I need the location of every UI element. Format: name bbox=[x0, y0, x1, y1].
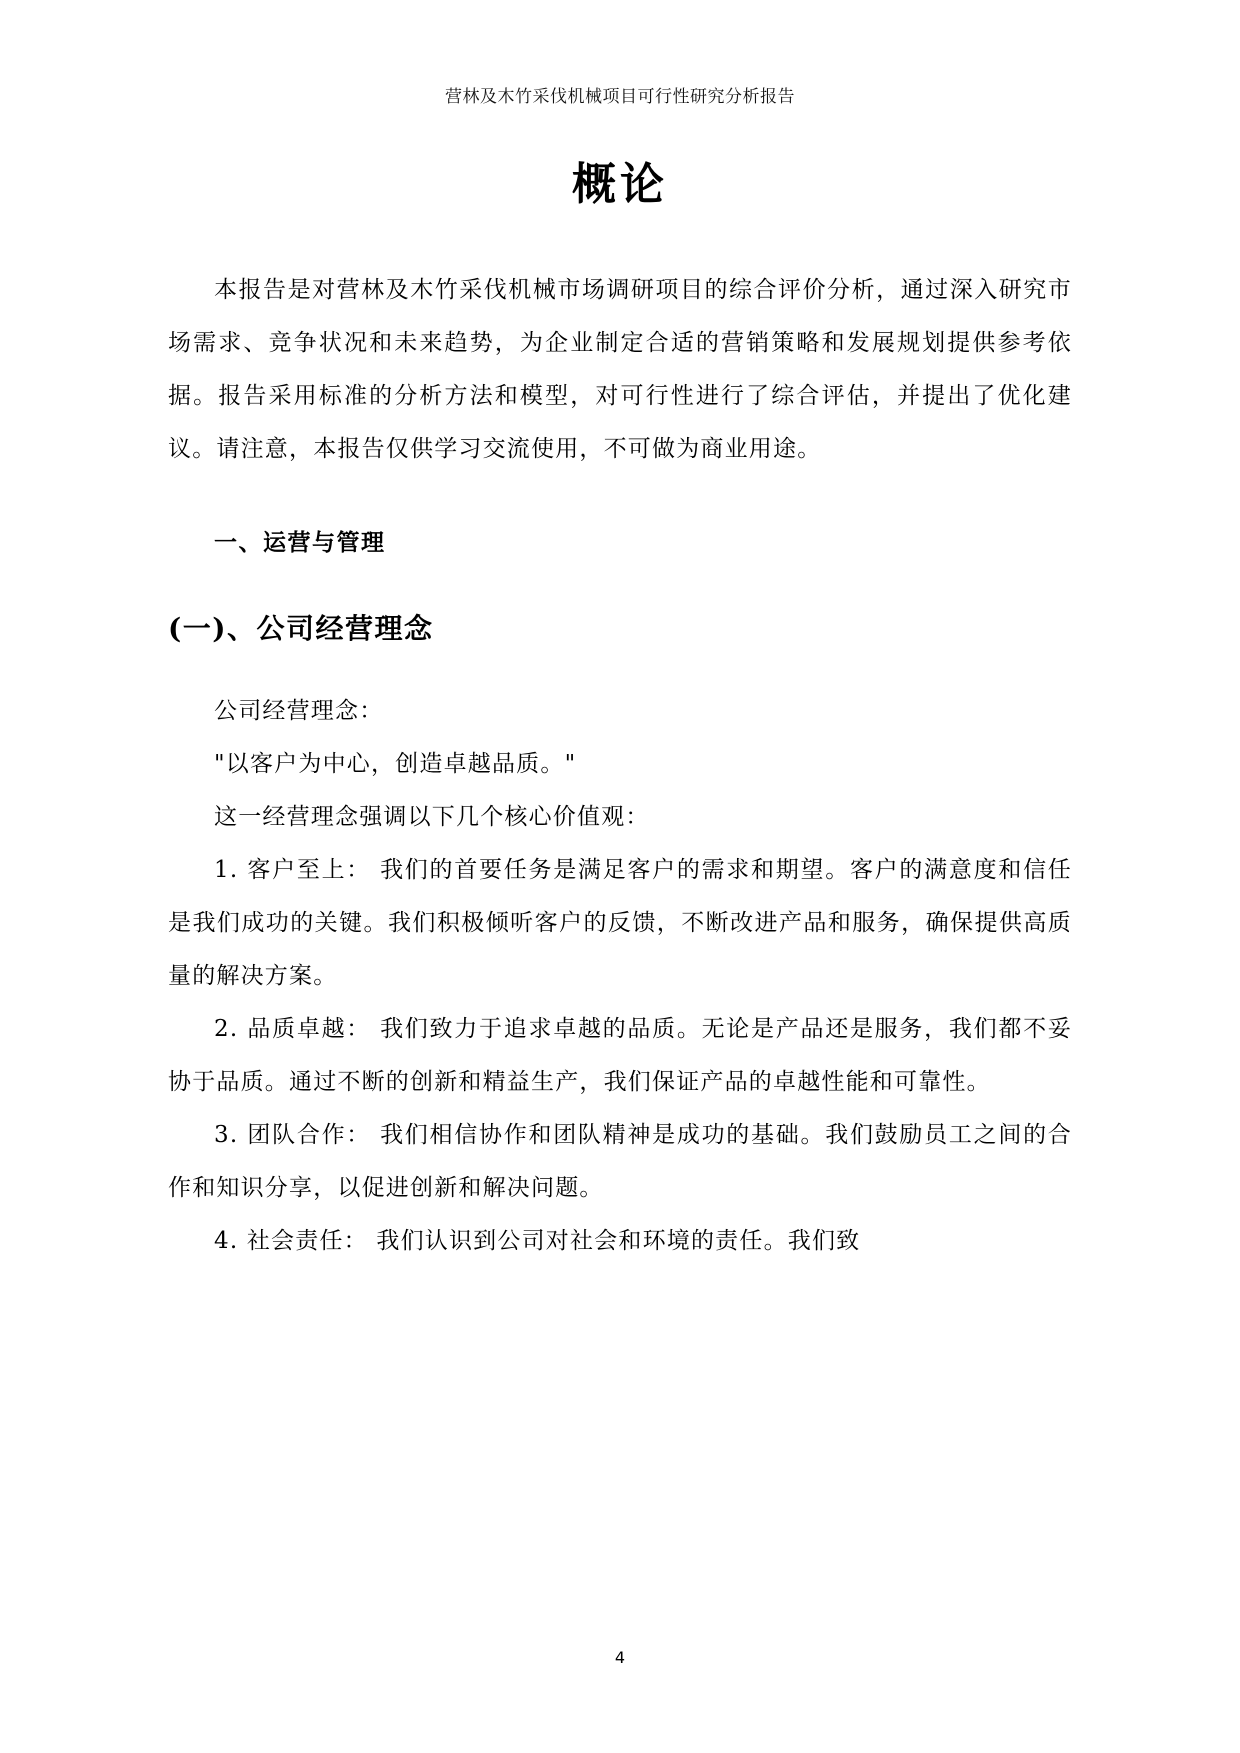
section-heading-2: (一)、公司经营理念 bbox=[168, 612, 434, 645]
page-content bbox=[168, 140, 1072, 1268]
paragraph: "以客户为中心，创造卓越品质。" bbox=[214, 751, 577, 777]
running-header: 营林及木竹采伐机械项目可行性研究分析报告 bbox=[445, 87, 795, 107]
paragraph: 4. 社会责任： 我们认识到公司对社会和环境的责任。我们致 bbox=[214, 1228, 861, 1254]
paragraph: 3. 团队合作： 我们相信协作和团队精神是成功的基础。我们鼓励员工之间的合作和知识分享，以促进创新和解决问题。 bbox=[168, 1122, 1072, 1201]
page-title: 概论 bbox=[572, 159, 668, 210]
paragraph: 这一经营理念强调以下几个核心价值观： bbox=[214, 804, 650, 830]
intro-section bbox=[168, 264, 1072, 476]
section-heading-1: 一、运营与管理 bbox=[214, 530, 386, 556]
paragraph: 2. 品质卓越： 我们致力于追求卓越的品质。无论是产品还是服务，我们都不妥协于品质。通过不断的创新和精益生产，我们保证产品的卓越性能和可靠性。 bbox=[168, 1016, 1072, 1095]
page-number: 4 bbox=[614, 1648, 626, 1667]
paragraph: 公司经营理念： bbox=[214, 698, 384, 724]
paragraph: 本报告是对营林及木竹采伐机械市场调研项目的综合评价分析，通过深入研究市场需求、竞争状况和未来趋势，为企业制定合适的营销策略和发展规划提供参考依据。报告采用标准的分析方法和模型，对可行性进行了综合评估，并提出了优化建议。请注意，本报告仅供学习交流使用，不可做为商业用途。 bbox=[168, 277, 1072, 462]
section-heading-2-wrap bbox=[168, 607, 1072, 647]
paragraph: 1. 客户至上： 我们的首要任务是满足客户的需求和期望。客户的满意度和信任是我们成功的关键。我们积极倾听客户的反馈，不断改进产品和服务，确保提供高质量的解决方案。 bbox=[168, 857, 1072, 989]
section-heading-1-wrap bbox=[168, 524, 1072, 557]
body-section bbox=[168, 685, 1072, 1268]
